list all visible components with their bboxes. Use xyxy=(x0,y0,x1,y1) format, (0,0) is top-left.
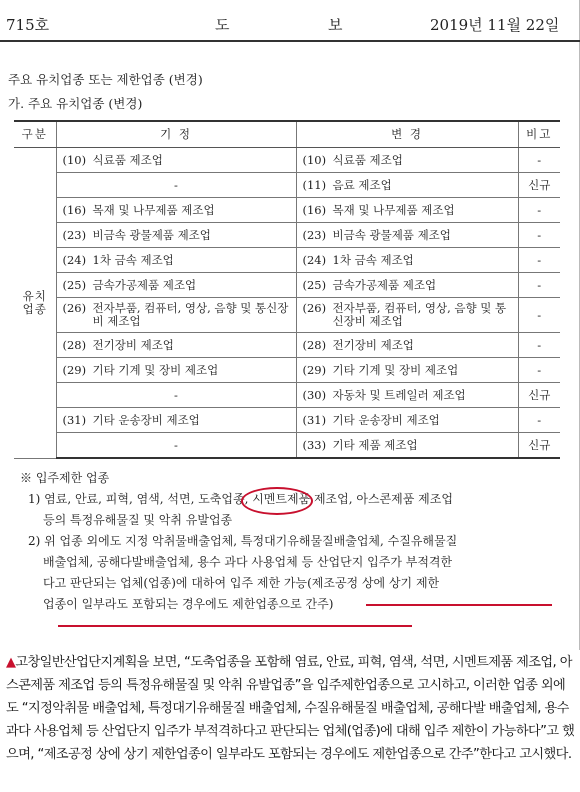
table-row xyxy=(14,333,560,358)
cell-changed xyxy=(296,148,518,173)
item-label: 1차 금속 제조업 xyxy=(332,252,414,267)
cell-current: - xyxy=(56,433,296,459)
photo-caption xyxy=(6,651,576,766)
cell-changed xyxy=(296,383,518,408)
cell-changed xyxy=(296,433,518,459)
item-code: (11) xyxy=(302,177,327,192)
note-2-line-3: 다고 판단되는 업체(업종)에 대하여 입주 제한 가능(제조공정 상에 상기 제한 xyxy=(43,576,440,590)
item-code: (26) xyxy=(302,301,327,315)
issue-number: 715호 xyxy=(6,16,50,34)
item-code: (25) xyxy=(302,277,327,292)
table-row xyxy=(14,223,560,248)
item-code: (28) xyxy=(302,337,327,352)
cell-note: - xyxy=(518,298,560,333)
red-underline-2 xyxy=(58,625,412,627)
item-label: 전기장비 제조업 xyxy=(92,337,174,352)
cell-note: - xyxy=(518,148,560,173)
header-title-right: 보 xyxy=(328,16,343,34)
subsection-title: 가. 주요 유치업종 (변경) xyxy=(8,96,143,111)
gazette-header xyxy=(0,0,580,40)
cell-note: - xyxy=(518,223,560,248)
note-2-line-2: 배출업체, 공해다발배출업체, 용수 과다 사용업체 등 산업단지 입주가 부적격한 xyxy=(43,555,453,569)
item-label: 금속가공제품 제조업 xyxy=(92,277,197,292)
item-label: 비금속 광물제품 제조업 xyxy=(92,227,211,242)
item-code: (31) xyxy=(302,412,327,427)
item-label: 전자부품, 컴퓨터, 영상, 음향 및 통신장비 제조업 xyxy=(332,301,507,328)
cell-current: - xyxy=(56,173,296,198)
cell-note: - xyxy=(518,333,560,358)
cell-current xyxy=(56,248,296,273)
column-header: 변 경 xyxy=(296,121,518,148)
item-code: (24) xyxy=(302,252,327,267)
item-label: 기타 제품 제조업 xyxy=(332,437,418,452)
cell-current xyxy=(56,408,296,433)
item-label: 음료 제조업 xyxy=(332,177,392,192)
cell-note: - xyxy=(518,198,560,223)
item-code: (16) xyxy=(302,202,327,217)
item-label: 자동차 및 트레일러 제조업 xyxy=(332,387,466,402)
cell-current xyxy=(56,298,296,333)
item-code: (25) xyxy=(62,277,87,292)
item-label: 전자부품, 컴퓨터, 영상, 음향 및 통신장비 제조업 xyxy=(92,301,289,328)
cell-current xyxy=(56,148,296,173)
cell-changed xyxy=(296,298,518,333)
cell-note: - xyxy=(518,248,560,273)
header-title-left: 도 xyxy=(215,16,230,34)
notes-title: ※ 입주제한 업종 xyxy=(20,471,110,485)
cell-changed xyxy=(296,408,518,433)
item-label: 비금속 광물제품 제조업 xyxy=(332,227,451,242)
cell-changed xyxy=(296,198,518,223)
group-label-line: 업종 xyxy=(22,301,47,316)
table-row xyxy=(14,408,560,433)
industry-table xyxy=(14,120,560,459)
item-label: 식료품 제조업 xyxy=(332,152,403,167)
cell-changed xyxy=(296,333,518,358)
item-code: (30) xyxy=(302,387,327,402)
item-code: (24) xyxy=(62,252,87,267)
item-code: (29) xyxy=(302,362,327,377)
cell-current xyxy=(56,273,296,298)
column-header: 구분 xyxy=(14,121,56,148)
cell-note: 신규 xyxy=(518,383,560,408)
note-1-line-2: 등의 특정유해물질 및 악취 유발업종 xyxy=(43,513,233,527)
item-code: (10) xyxy=(62,152,87,167)
item-code: (23) xyxy=(302,227,327,242)
item-label: 기타 운송장비 제조업 xyxy=(92,412,200,427)
table-row xyxy=(14,298,560,333)
item-label: 식료품 제조업 xyxy=(92,152,163,167)
table-row xyxy=(14,273,560,298)
section-title: 주요 유치업종 또는 제한업종 (변경) xyxy=(8,72,203,87)
note-1-line-1: 1) 염료, 안료, 피혁, 염색, 석면, 도축업종, 시멘트제품 제조업, 아스콘제품 제조업 xyxy=(28,492,453,506)
table-row xyxy=(14,198,560,223)
cell-note: - xyxy=(518,273,560,298)
item-label: 금속가공제품 제조업 xyxy=(332,277,437,292)
header-rule xyxy=(0,40,580,42)
column-header: 비고 xyxy=(518,121,560,148)
table-row xyxy=(14,173,560,198)
table-row xyxy=(14,383,560,408)
item-label: 기타 운송장비 제조업 xyxy=(332,412,440,427)
cell-note: - xyxy=(518,358,560,383)
item-label: 기타 기계 및 장비 제조업 xyxy=(92,362,219,377)
item-label: 목재 및 나무제품 제조업 xyxy=(332,202,455,217)
cell-current xyxy=(56,198,296,223)
item-label: 목재 및 나무제품 제조업 xyxy=(92,202,215,217)
cell-current: - xyxy=(56,383,296,408)
group-label-line: 유치 xyxy=(22,288,47,303)
column-header: 기 정 xyxy=(56,121,296,148)
cell-changed xyxy=(296,358,518,383)
caption-text: 고창일반산업단지계획을 보면, “도축업종을 포함해 염료, 안료, 피혁, 염색, 석면, 시멘트제품 제조업, 아스콘제품 제조업 등의 특정유해물질 및 악취 유발업종”을 입주제한업종으로 고시하고, 이러한 업종 외에도 “지정악취물 배출업체, 특정대기유해물질 배출업체, 수질유해물질 배출업체, 공해다발 배출업체, 용수 과다 사용업체 등 산업단지 입주가 부적격하다고 판단되는 업체(업종)에 대해 입주 제한이 가능하다”고 했으며, “제조공정 상에 상기 제한업종이 일부라도 포함되는 경우에도 제한업종으로 간주”한다고 고시했다. xyxy=(6,655,575,762)
caption-marker: ▲ xyxy=(6,655,16,670)
cell-note: 신규 xyxy=(518,173,560,198)
cell-changed xyxy=(296,273,518,298)
table-row xyxy=(14,358,560,383)
item-label: 기타 기계 및 장비 제조업 xyxy=(332,362,459,377)
cell-note: 신규 xyxy=(518,433,560,459)
note-2-line-1: 2) 위 업종 외에도 지정 악취물배출업체, 특정대기유해물질배출업체, 수질유해물질 xyxy=(28,534,458,548)
cell-changed xyxy=(296,248,518,273)
item-code: (16) xyxy=(62,202,87,217)
table-row xyxy=(14,248,560,273)
item-label: 1차 금속 제조업 xyxy=(92,252,174,267)
table-row xyxy=(14,433,560,459)
cell-current xyxy=(56,223,296,248)
item-code: (23) xyxy=(62,227,87,242)
header-date: 2019년 11월 22일 xyxy=(430,16,560,34)
cell-changed xyxy=(296,223,518,248)
red-circle-highlight xyxy=(241,487,313,515)
item-code: (33) xyxy=(302,437,327,452)
red-underline-1 xyxy=(366,604,552,606)
cell-current xyxy=(56,358,296,383)
item-code: (29) xyxy=(62,362,87,377)
cell-changed xyxy=(296,173,518,198)
item-label: 전기장비 제조업 xyxy=(332,337,414,352)
table-header-row xyxy=(14,121,560,148)
item-code: (10) xyxy=(302,152,327,167)
item-code: (28) xyxy=(62,337,87,352)
note-2-line-4: 업종이 일부라도 포함되는 경우에도 제한업종으로 간주) xyxy=(43,597,334,611)
item-code: (26) xyxy=(62,301,87,315)
table-row xyxy=(14,148,560,173)
group-label xyxy=(14,148,56,459)
item-code: (31) xyxy=(62,412,87,427)
cell-note: - xyxy=(518,408,560,433)
cell-current xyxy=(56,333,296,358)
